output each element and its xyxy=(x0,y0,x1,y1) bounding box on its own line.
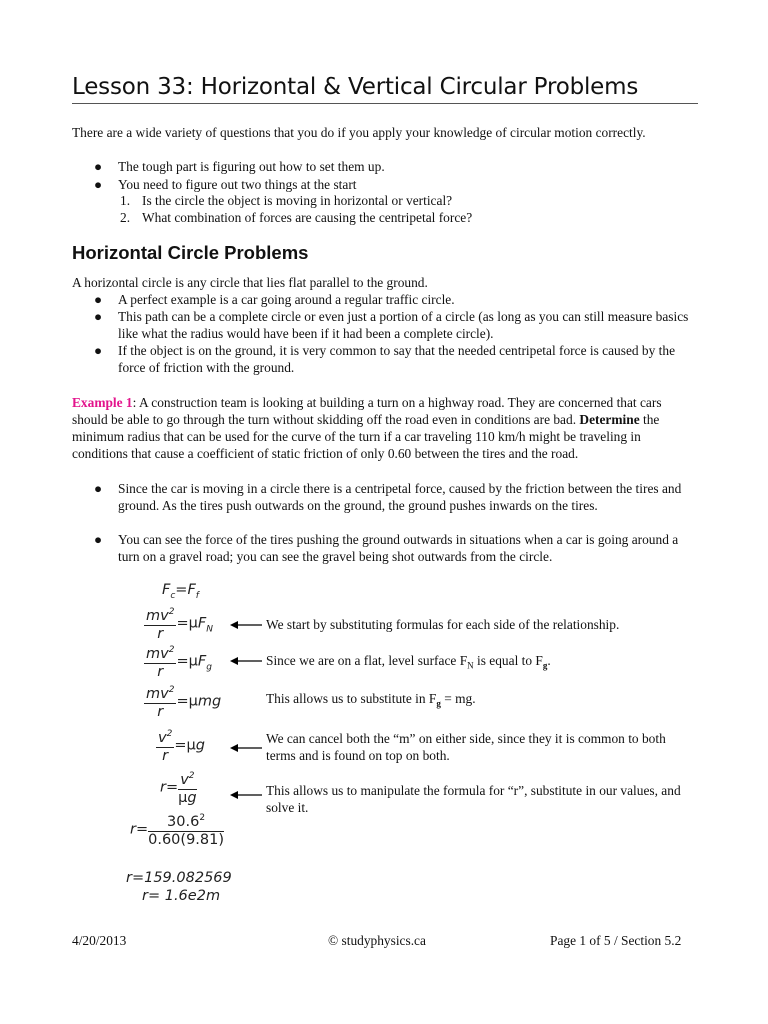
equation-fc-ff: $F_c=F_f$ xyxy=(162,582,199,601)
footer-site: © studyphysics.ca xyxy=(328,933,426,948)
equation-1: $\frac{mv^2}{r}$ $=\mu F_N$ xyxy=(144,604,213,643)
equation-5: r= $\frac{v^2}{\mu g}$ xyxy=(160,768,197,807)
section-heading: Horizontal Circle Problems xyxy=(72,242,309,263)
arrow-icon xyxy=(230,620,262,630)
equation-3: $\frac{mv^2}{r}$ =μmg xyxy=(144,682,221,721)
note-2: Since we are on a flat, level surface $F_N$ is equal to $F_g$. xyxy=(266,653,551,671)
equation-4: $\frac{v^2}{r}$ =μg xyxy=(156,726,205,765)
arrow-icon xyxy=(230,743,262,753)
section-paragraph: A horizontal circle is any circle that lies flat parallel to the ground. xyxy=(72,275,428,290)
intro-paragraph: There are a wide variety of questions that you do if you apply your knowledge of circular motion correctly. xyxy=(72,125,646,140)
arrow-icon xyxy=(230,656,262,666)
determine-keyword: Determine xyxy=(579,412,640,427)
note-5: This allows us to manipulate the formula for “r”, substitute in our values, and solve it. xyxy=(266,783,681,815)
note-1: We start by substituting formulas for each side of the relationship. xyxy=(266,617,620,632)
lesson-title: Lesson 33: Horizontal & Vertical Circular Problems xyxy=(72,74,639,100)
title-divider xyxy=(72,103,698,104)
equation-2: $\frac{mv^2}{r}$ $=\mu F_g$ xyxy=(144,642,212,681)
footer-page: Page 1 of 5 / Section 5.2 xyxy=(550,933,682,948)
result-rounded: r= 1.6e2m xyxy=(142,888,221,904)
footer-date: 4/20/2013 xyxy=(72,933,127,948)
note-3: This allows us to substitute in $F_g$ = mg. xyxy=(266,691,476,709)
result-value: r=159.082569 xyxy=(126,870,232,886)
arrow-icon xyxy=(230,790,262,800)
note-4: We can cancel both the “m” on either side, since they it is common to both terms and is found on top on both. xyxy=(266,731,666,763)
equation-6: r= $\frac{30.6^2}{0.60(9.81)}$ xyxy=(130,810,224,849)
example-label: Example 1 xyxy=(72,395,133,410)
example-paragraph: Example 1: A construction team is looking at building a turn on a highway road. They are concerned that cars should be able to go through the turn without skidding off the road even in conditions are bad. Determine the minimum radius that can be used for the curve of the turn if a car traveling 110 km/h might be traveling in conditions that cause a coefficient of static friction of only 0.60 between the tires and the road. xyxy=(72,395,662,461)
